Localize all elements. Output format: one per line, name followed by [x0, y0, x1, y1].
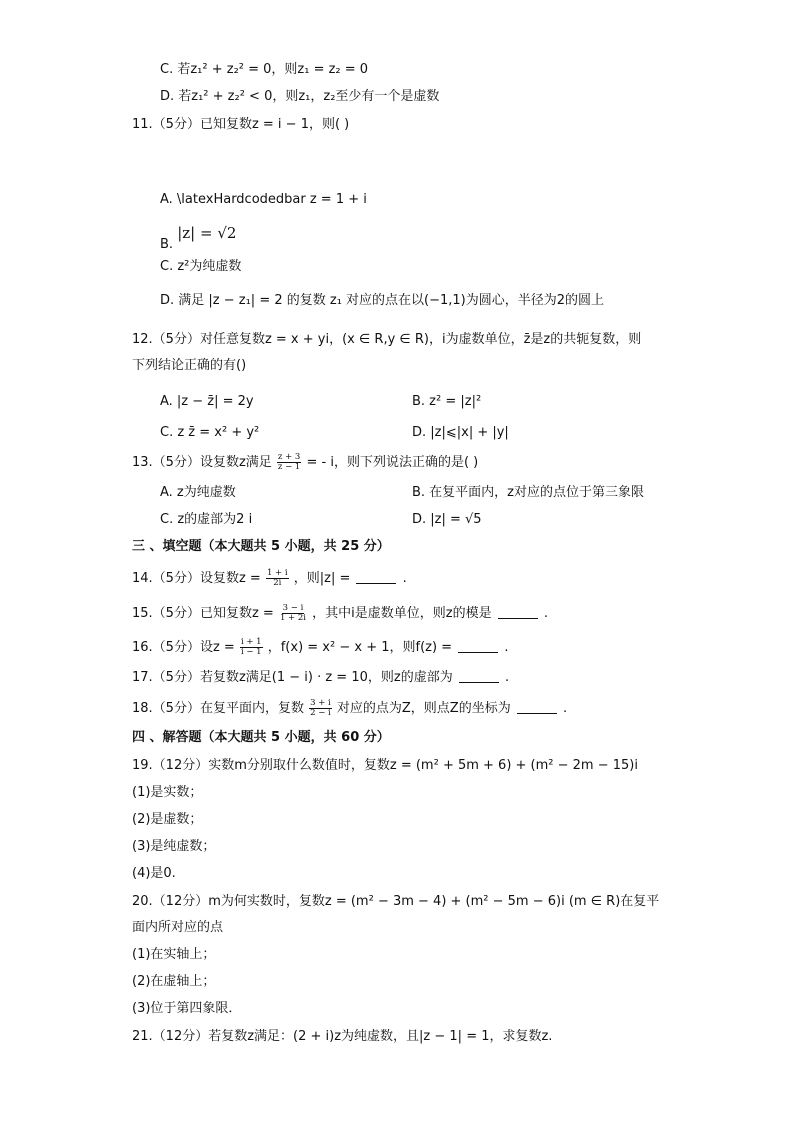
- q11-option-b-math: |z| = √2: [177, 224, 237, 242]
- q13-stem-suffix: = - i，则下列说法正确的是( ): [306, 455, 479, 470]
- q13-stem-prefix: 13.（5分）设复数z满足: [132, 455, 272, 470]
- q18-prefix: 18.（5分）在复平面内，复数: [132, 701, 304, 716]
- section-heading-fill-in: 三 、填空题（本大题共 5 小题，共 25 分）: [132, 539, 390, 554]
- q17-text: 17.（5分）若复数z满足(1 − i) · z = 10，则z的虚部为: [132, 670, 453, 685]
- q18-answer-blank[interactable]: [517, 701, 557, 714]
- q10-option-d: D. 若z₁² + z₂² < 0，则z₁，z₂至少有一个是虚数: [160, 89, 440, 104]
- q15-fraction-numerator: 3 − i: [282, 603, 304, 613]
- q14-suffix: ，则|z| =: [293, 571, 351, 586]
- q14: [132, 569, 407, 588]
- q15: [132, 604, 548, 623]
- q17: [132, 669, 509, 687]
- q17-end: .: [504, 670, 510, 685]
- q13-fraction-numerator: z + 3: [277, 452, 301, 462]
- q18-fraction-numerator: 3 + i: [310, 698, 331, 708]
- q12-stem-line1: 12.（5分）对任意复数z = x + yi，(x ∈ R,y ∈ R)，i为虚数单位，z̄是z的共轭复数，则: [132, 332, 642, 347]
- q12-option-c: C. z z̄ = x² + y²: [160, 425, 260, 440]
- q13-stem: [132, 453, 478, 472]
- q18: [132, 699, 567, 718]
- q16-fraction-denominator: i − 1: [240, 647, 262, 657]
- q15-prefix: 15.（5分）已知复数z =: [132, 606, 274, 621]
- q20-part-2: (2)在虚轴上；: [132, 974, 216, 989]
- q19-stem: 19.（12分）实数m分别取什么数值时，复数z = (m² + 5m + 6) + (m² − 2m − 15)i: [132, 758, 638, 773]
- q15-fraction-denominator: 1 + 2i: [279, 613, 306, 623]
- q20-stem-line1: 20.（12分）m为何实数时，复数z = (m² − 3m − 4) + (m² − 5m − 6)i (m ∈ R)在复平: [132, 894, 660, 909]
- q15-end: .: [543, 606, 548, 621]
- q13-option-c: C. z的虚部为2 i: [160, 512, 253, 527]
- q10-option-c: C. 若z₁² + z₂² = 0，则z₁ = z₂ = 0: [160, 62, 369, 77]
- q12-stem-line2: 下列结论正确的有(): [132, 358, 247, 373]
- q11-option-b-label: B.: [160, 237, 174, 252]
- q13-fraction: [277, 453, 301, 472]
- section-heading-answers: 四 、解答题（本大题共 5 小题，共 60 分）: [132, 730, 390, 745]
- q20-stem-line2: 面内所对应的点: [132, 920, 224, 935]
- q16-suffix: ，f(x) = x² − x + 1，则f(z) =: [267, 640, 453, 655]
- q11-option-b: [160, 224, 236, 254]
- q13-option-d: D. |z| = √5: [412, 512, 482, 527]
- q11-option-d: D. 满足 |z − z₁| = 2 的复数 z₁ 对应的点在以(−1,1)为圆心，半径为2的圆上: [160, 293, 605, 308]
- q19-part-2: (2)是虚数；: [132, 812, 203, 827]
- q18-fraction-denominator: 2 − i: [310, 708, 331, 718]
- q13-option-b: B. 在复平面内，z对应的点位于第三象限: [412, 485, 645, 500]
- q19-part-4: (4)是0.: [132, 866, 176, 881]
- q21-stem: 21.（12分）若复数z满足：(2 + i)z为纯虚数，且|z − 1| = 1，求复数z.: [132, 1029, 553, 1044]
- q15-answer-blank[interactable]: [498, 606, 538, 619]
- q12-option-d: D. |z|⩽|x| + |y|: [412, 425, 509, 440]
- q12-option-a: A. |z − z̄| = 2y: [160, 394, 254, 409]
- q11-option-a: A. \latexHardcodedbar z = 1 + i: [160, 192, 367, 207]
- q19-part-1: (1)是实数；: [132, 785, 203, 800]
- q14-fraction: [266, 569, 289, 588]
- q11-stem: 11.（5分）已知复数z = i − 1，则( ): [132, 117, 350, 132]
- q16-fraction-numerator: i + 1: [240, 637, 262, 647]
- q12-option-b: B. z² = |z|²: [412, 394, 482, 409]
- q14-fraction-numerator: 1 + i: [266, 568, 288, 578]
- q13-option-a: A. z为纯虚数: [160, 485, 236, 500]
- q16-fraction: [240, 638, 263, 657]
- q18-suffix: 对应的点为Z，则点Z的坐标为: [336, 701, 511, 716]
- q20-part-3: (3)位于第四象限．: [132, 1001, 242, 1016]
- q17-answer-blank[interactable]: [459, 670, 499, 683]
- q18-fraction: [309, 699, 332, 718]
- q14-fraction-denominator: 2i: [273, 578, 282, 588]
- q14-prefix: 14.（5分）设复数z =: [132, 571, 261, 586]
- q19-part-3: (3)是纯虚数；: [132, 839, 216, 854]
- q14-end: .: [402, 571, 407, 586]
- q16: [132, 638, 508, 657]
- q11-option-c: C. z²为纯虚数: [160, 259, 242, 274]
- q16-end: .: [504, 640, 509, 655]
- q18-end: .: [562, 701, 568, 716]
- q15-fraction: [279, 604, 307, 623]
- q16-prefix: 16.（5分）设z =: [132, 640, 235, 655]
- q14-answer-blank[interactable]: [356, 571, 396, 584]
- q15-suffix: ，其中i是虚数单位，则z的模是: [312, 606, 492, 621]
- q20-part-1: (1)在实轴上；: [132, 947, 216, 962]
- q16-answer-blank[interactable]: [458, 640, 498, 653]
- q13-fraction-denominator: z − 1: [277, 462, 301, 472]
